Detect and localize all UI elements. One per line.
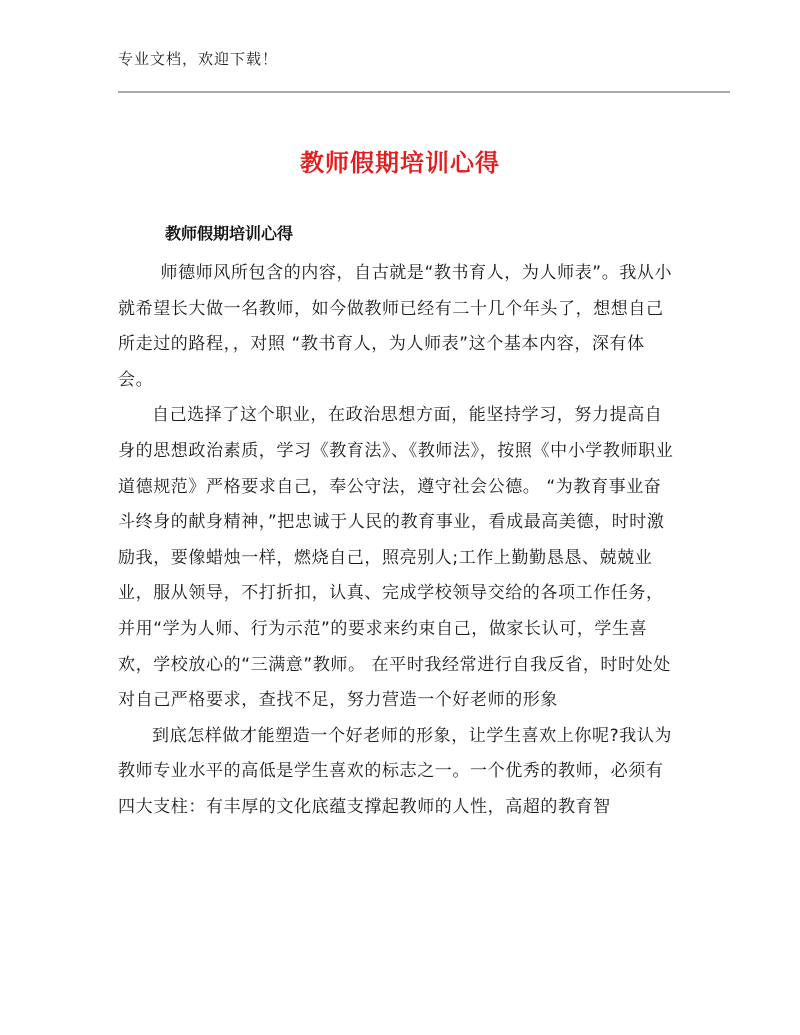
- paragraph-1: 师德师风所包含的内容，自古就是“教书育人，为人师表”。我从小就希望长大做一名教师，如今做教师已经有二十几个年头了，想想自己所走过的路程，，对照 “教书育人，为人师表”这个基本内容，深有体会。: [118, 263, 673, 390]
- document-title: 教师假期培训心得: [300, 149, 500, 177]
- document-subtitle: 教师假期培训心得: [165, 224, 294, 243]
- header-divider: [118, 91, 730, 93]
- paragraph-2: 自己选择了这个职业，在政治思想方面，能坚持学习，努力提高自身的思想政治素质，学习《教育法》、《教师法》，按照《中小学教师职业道德规范》严格要求自己，奉公守法，遵守社会公德。 “为教育事业奋斗终身的献身精神，”把忠诚于人民的教育事业，看成最高美德，时时激励我，要像蜡烛一样，燃烧自己，照亮别人;工作上勤勤恳恳、兢兢业业，服从领导，不打折扣，认真、完成学校领导交给的各项工作任务，并用“学为人师、行为示范”的要求来约束自己，做家长认可，学生喜欢，学校放心的“三满意”教师。 在平时我经常进行自我反省，时时处处对自己严格要求，查找不足，努力营造一个好老师的形象: [118, 405, 674, 711]
- document-body: [118, 256, 678, 826]
- paragraph-3: 到底怎样做才能塑造一个好老师的形象，让学生喜欢上你呢?我认为教师专业水平的高低是学生喜欢的标志之一。一个优秀的教师，必须有四大支柱：有丰厚的文化底蕴支撑起教师的人性，高超的教育智: [118, 725, 673, 817]
- header-text: 专业文档，欢迎下载！: [118, 50, 279, 68]
